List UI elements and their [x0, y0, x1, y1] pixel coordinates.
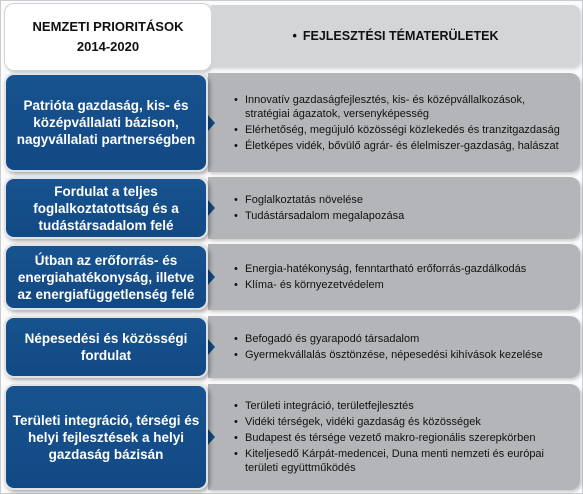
topics-header-title: FEJLESZTÉSI TÉMATERÜLETEK [302, 29, 499, 43]
topic-item: • Tudástársadalom megalapozása [234, 210, 405, 222]
topic-item: • Vidéki térségek, vidéki gazdaság és közösségek [234, 416, 481, 428]
priority-box-1: Patrióta gazdaság, kis- és középvállalati bázison, nagyvállalati partnerségben [4, 73, 208, 172]
topic-group-5 [208, 384, 580, 490]
arrow-icon [207, 268, 215, 286]
arrow-icon [207, 114, 215, 132]
topic-group-4 [208, 316, 580, 378]
priorities-header-period: 2014-2020 [76, 39, 140, 54]
topic-item: • Elérhetőség, megújuló közösségi közlekedés és tranzitgazdaság [234, 123, 560, 136]
topic-group-1 [208, 73, 580, 172]
priority-box-2: Fordulat a teljes foglalkoztatottság és a tudástársadalom felé [4, 177, 208, 239]
topic-item: • Kiteljesedő Kárpát-medencei, Duna menti nemzeti és európai területi együttműködés [234, 448, 544, 474]
topic-group-3 [208, 244, 580, 310]
topics-header [211, 5, 580, 67]
topic-group-2 [208, 177, 580, 239]
arrow-icon [207, 428, 215, 446]
arrow-icon [207, 338, 215, 356]
topic-item: • Foglalkoztatás növelése [234, 194, 364, 206]
bullet-icon: • [292, 29, 297, 43]
priorities-header-title: NEMZETI PRIORITÁSOK [32, 19, 184, 34]
topic-item: • Klíma- és környezetvédelem [234, 279, 384, 291]
topic-item: • Innovatív gazdaságfejlesztés, kis- és középvállalkozások, stratégiai ágazatok, versenyképesség [234, 93, 526, 120]
arrow-icon [207, 199, 215, 217]
topic-item: • Energia-hatékonyság, fenntartható erőforrás-gazdálkodás [234, 263, 527, 275]
priority-box-4: Népesedési és közösségi fordulat [4, 316, 208, 378]
priority-box-3: Útban az erőforrás- és energiahatékonyság, illetve az energiafüggetlenség felé [4, 244, 208, 310]
topic-item: • Területi integráció, területfejlesztés [234, 400, 414, 412]
topic-item: • Befogadó és gyarapodó társadalom [234, 333, 420, 345]
priority-box-5: Területi integráció, térségi és helyi fejlesztések a helyi gazdaság bázisán [4, 384, 208, 490]
priorities-header [4, 3, 212, 71]
topic-item: • Budapest és térsége vezető makro-regionális szerepkörben [234, 432, 536, 444]
topic-item: • Gyermekvállalás ösztönzése, népesedési kihívások kezelése [234, 349, 543, 361]
topic-item: • Életképes vidék, bővülő agrár- és élelmiszer-gazdaság, halászat [234, 139, 559, 152]
